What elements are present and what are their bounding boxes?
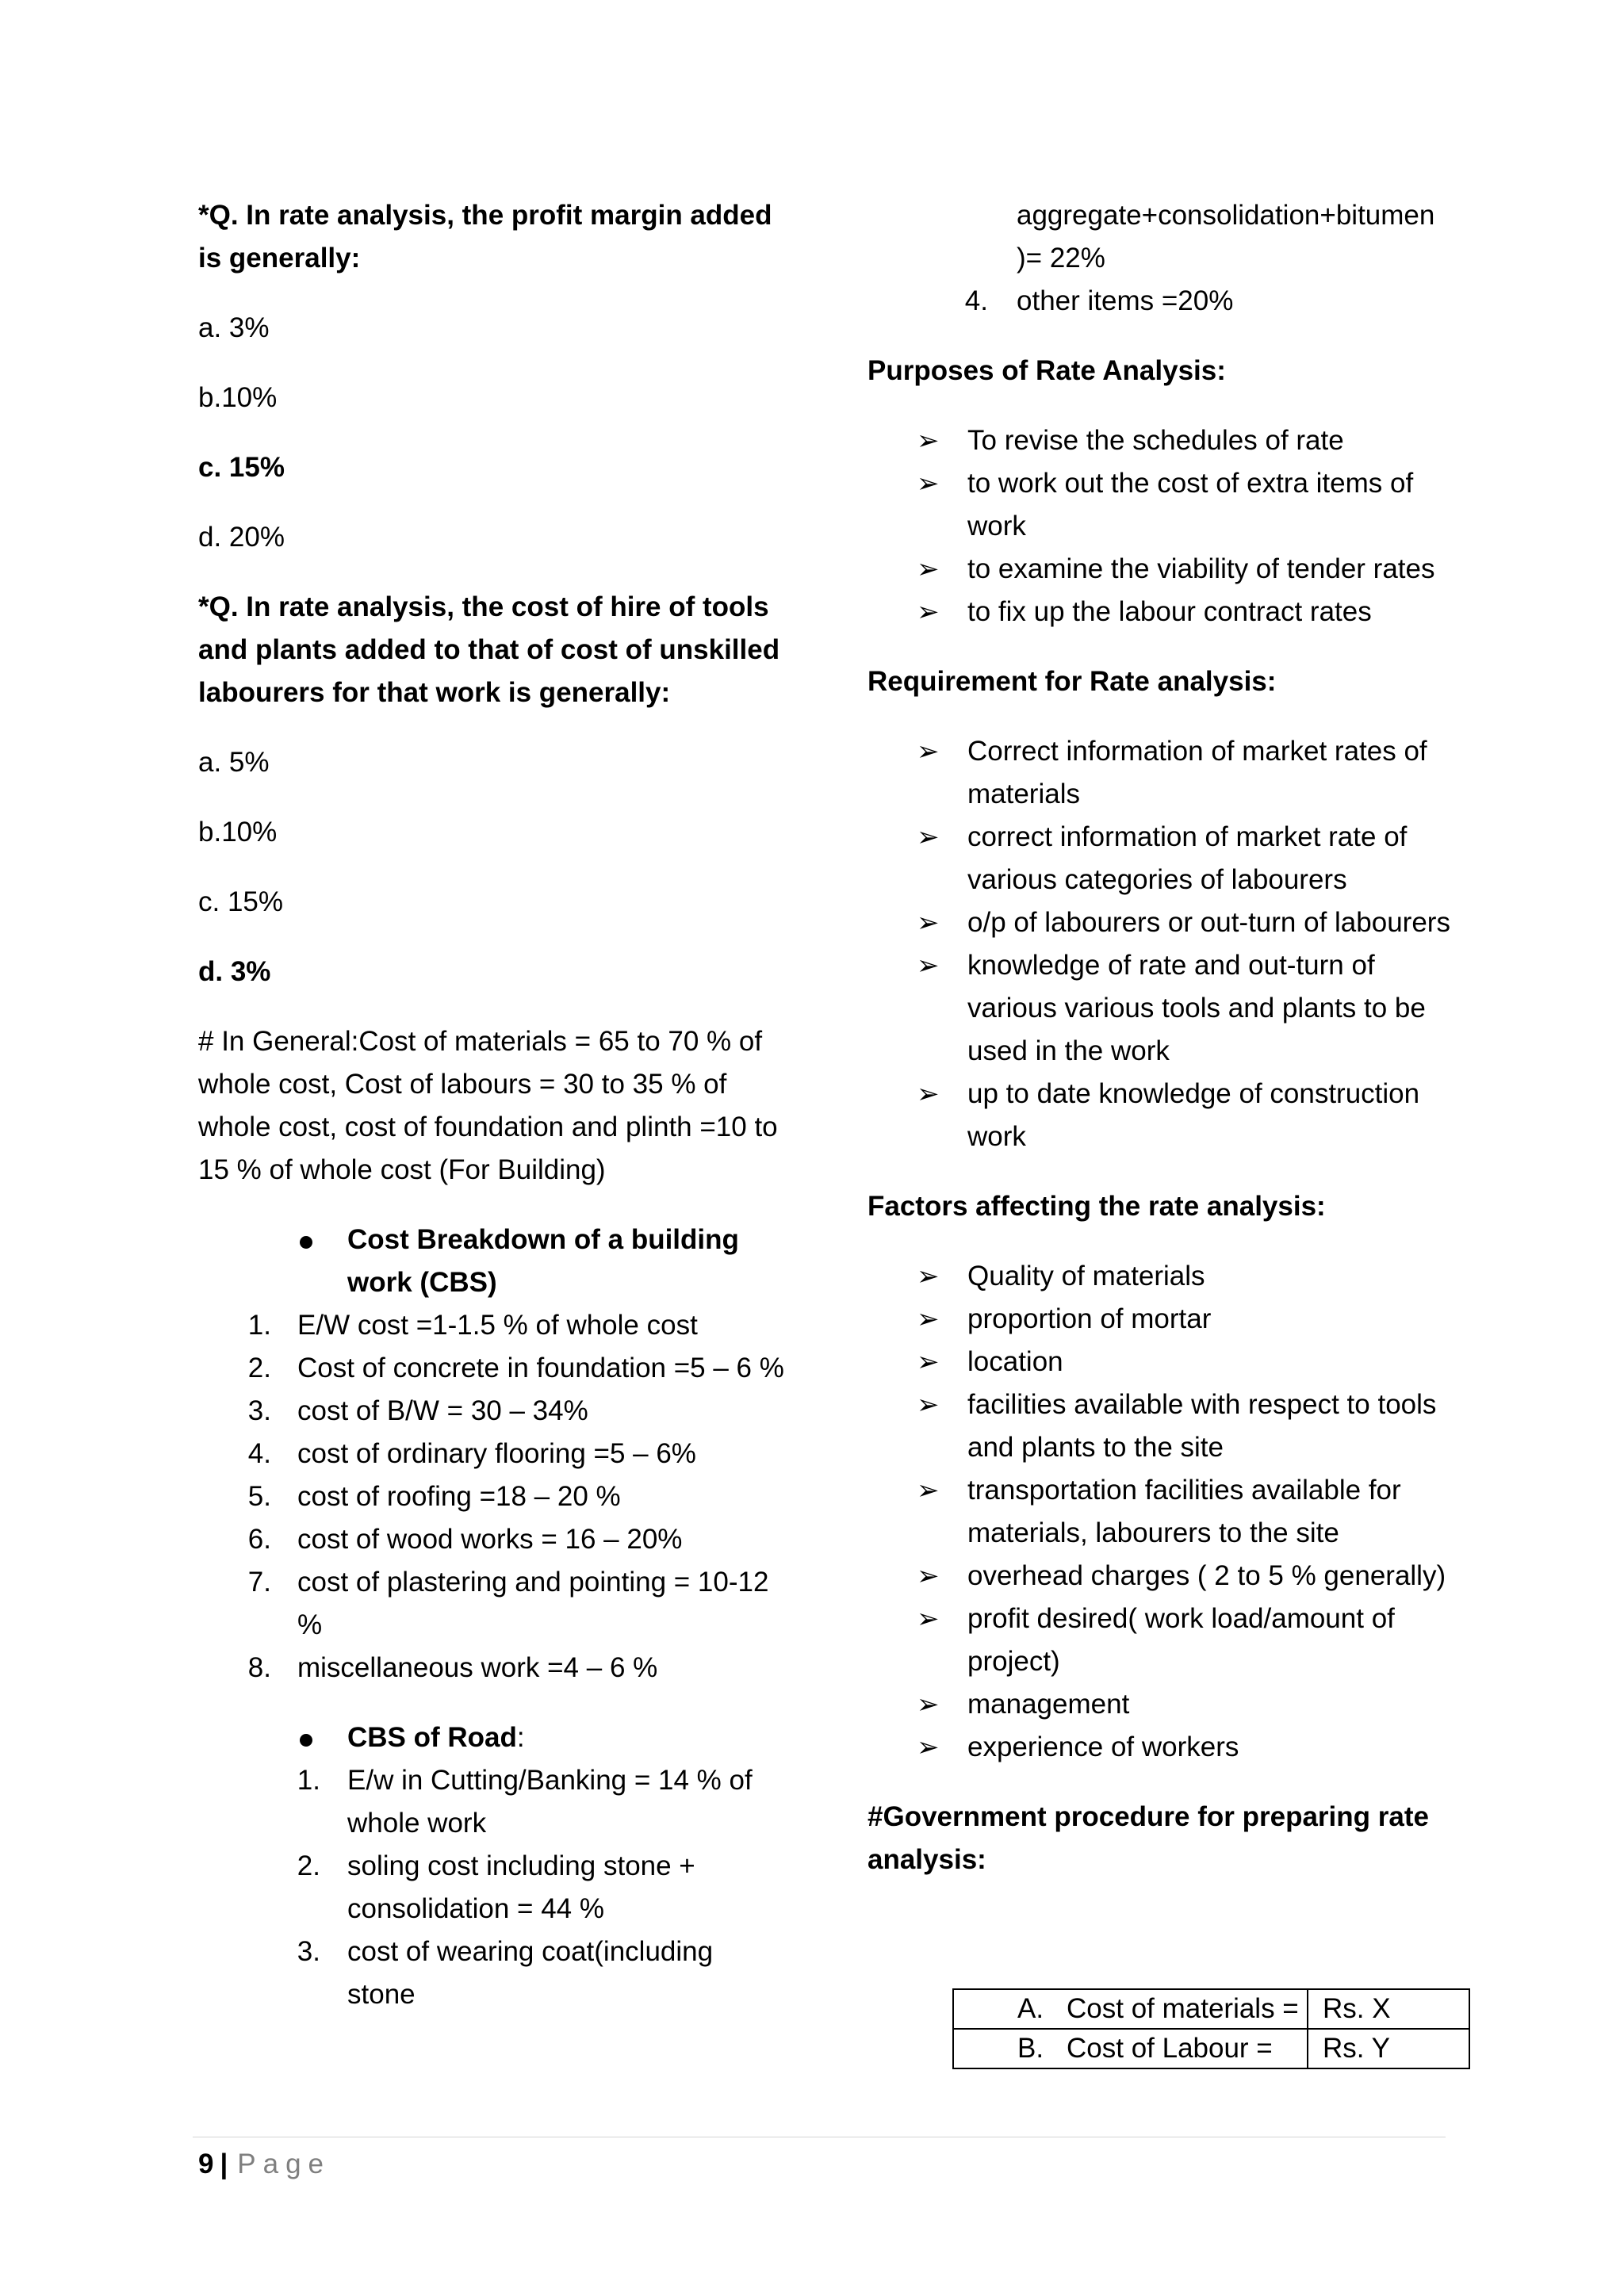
cbs-road-colon: : (516, 1722, 525, 1753)
arrow-bullet-icon: ➢ (917, 1304, 940, 1334)
list-item (868, 591, 1462, 633)
factors-list (868, 1255, 1462, 1769)
list-item (868, 1469, 1462, 1555)
purposes-heading: Purposes of Rate Analysis: (868, 355, 1226, 386)
list-number: 3. (247, 1395, 271, 1426)
list-text: miscellaneous work =4 – 6 % (297, 1652, 658, 1683)
list-item (198, 1561, 785, 1647)
list-item (868, 1683, 1462, 1726)
list-text: o/p of labourers or out-turn of labourers (967, 907, 1450, 938)
requirements-list (868, 730, 1462, 1158)
list-item (198, 1647, 785, 1689)
list-item (868, 944, 1462, 1073)
list-number: 3. (297, 1936, 320, 1967)
list-item (868, 1255, 1462, 1298)
purposes-list (868, 419, 1462, 633)
list-text: cost of ordinary flooring =5 – 6% (297, 1438, 696, 1469)
list-item (868, 280, 1462, 323)
list-number: 5. (247, 1481, 271, 1512)
table-cell-item (953, 2029, 1308, 2068)
arrow-bullet-icon: ➢ (917, 1390, 940, 1420)
table-row-item: Cost of Labour = (1067, 2033, 1273, 2064)
q1-option-b: b.10% (198, 382, 278, 413)
list-item (198, 1518, 785, 1561)
list-number: 1. (247, 1310, 271, 1341)
list-text: transportation facilities available for materials, labourers to the site (967, 1475, 1401, 1548)
list-item (868, 1073, 1462, 1158)
arrow-bullet-icon: ➢ (917, 1561, 940, 1591)
cbs-road-list (198, 1759, 785, 2016)
list-text: to work out the cost of extra items of work (967, 468, 1414, 541)
q1-option-d: d. 20% (198, 522, 285, 553)
list-text: cost of B/W = 30 – 34% (297, 1395, 588, 1426)
arrow-bullet-icon: ➢ (917, 737, 940, 767)
list-item (868, 1598, 1462, 1683)
q2-option-c: c. 15% (198, 886, 283, 917)
arrow-bullet-icon: ➢ (917, 951, 940, 981)
table-row (953, 2029, 1469, 2068)
list-item (868, 901, 1462, 944)
footer-separator: | (220, 2149, 228, 2179)
list-number: 7. (247, 1567, 271, 1598)
table-cell-item (953, 1989, 1308, 2029)
list-number: 2. (247, 1353, 271, 1383)
table-row (953, 1989, 1469, 2029)
right-column (868, 194, 1462, 1908)
list-item (198, 1759, 785, 1845)
list-text: soling cost including stone + consolidation = 44 % (347, 1850, 695, 1924)
table-cell-value: Rs. Y (1308, 2029, 1469, 2068)
arrow-bullet-icon: ➢ (917, 554, 940, 584)
list-item (868, 462, 1462, 548)
cbs-road-continuation: aggregate+consolidation+bitumen )= 22% (1017, 200, 1435, 274)
list-text: facilities available with respect to tools and plants to the site (967, 1389, 1437, 1463)
list-text: location (967, 1346, 1063, 1377)
cbs-road-list-continued (868, 280, 1462, 323)
requirements-heading: Requirement for Rate analysis: (868, 666, 1277, 697)
list-text: E/W cost =1-1.5 % of whole cost (297, 1310, 698, 1341)
list-item (198, 1931, 785, 2016)
bullet-dot-icon (300, 1236, 312, 1249)
table-row-letter: B. (1017, 2033, 1044, 2064)
arrow-bullet-icon: ➢ (917, 822, 940, 852)
list-text: management (967, 1689, 1130, 1720)
left-column (198, 194, 785, 2016)
q2-option-d-answer: d. 3% (198, 956, 271, 987)
arrow-bullet-icon: ➢ (917, 1604, 940, 1634)
list-text: correct information of market rate of various categories of labourers (967, 821, 1408, 895)
list-item (868, 1341, 1462, 1383)
list-item (198, 1433, 785, 1475)
list-number: 6. (247, 1524, 271, 1555)
list-text: to examine the viability of tender rates (967, 553, 1435, 584)
list-text: Cost of concrete in foundation =5 – 6 % (297, 1353, 784, 1383)
arrow-bullet-icon: ➢ (917, 1475, 940, 1506)
list-item (868, 419, 1462, 462)
list-number: 4. (964, 285, 988, 316)
list-item (868, 816, 1462, 901)
list-text: knowledge of rate and out-turn of various various tools and plants to be used in the work (967, 950, 1426, 1066)
list-text: to fix up the labour contract rates (967, 596, 1372, 627)
arrow-bullet-icon: ➢ (917, 469, 940, 499)
govt-procedure-heading: #Government procedure for preparing rate analysis: (868, 1801, 1429, 1875)
question-1: *Q. In rate analysis, the profit margin added is generally: (198, 200, 772, 274)
list-item (868, 730, 1462, 816)
arrow-bullet-icon: ➢ (917, 1261, 940, 1292)
arrow-bullet-icon: ➢ (917, 1347, 940, 1377)
page-number: 9 (198, 2149, 214, 2179)
list-item (868, 548, 1462, 591)
list-number: 8. (247, 1652, 271, 1683)
arrow-bullet-icon: ➢ (917, 426, 940, 456)
arrow-bullet-icon: ➢ (917, 597, 940, 627)
q1-option-c-answer: c. 15% (198, 452, 285, 483)
list-item (198, 1475, 785, 1518)
factors-heading: Factors affecting the rate analysis: (868, 1191, 1326, 1222)
arrow-bullet-icon: ➢ (917, 1689, 940, 1720)
page-label: Page (237, 2149, 331, 2179)
general-note: # In General:Cost of materials = 65 to 70 % of whole cost, Cost of labours = 30 to 35 % of whole cost, cost of foundation and plinth =10 to 15 % of whole cost (For Building) (198, 1026, 778, 1185)
list-item (868, 1383, 1462, 1469)
arrow-bullet-icon: ➢ (917, 1732, 940, 1762)
list-text: profit desired( work load/amount of project) (967, 1603, 1395, 1677)
list-number: 4. (247, 1438, 271, 1469)
cbs-building-heading-item (198, 1219, 785, 1304)
list-text: cost of wearing coat(including stone (347, 1936, 714, 2010)
question-2: *Q. In rate analysis, the cost of hire of tools and plants added to that of cost of unskilled labourers for that work is generally: (198, 591, 780, 708)
list-item (198, 1390, 785, 1433)
list-text: cost of roofing =18 – 20 % (297, 1481, 621, 1512)
q2-option-a: a. 5% (198, 747, 270, 778)
list-text: cost of wood works = 16 – 20% (297, 1524, 683, 1555)
list-item (868, 1726, 1462, 1769)
list-text: proportion of mortar (967, 1303, 1212, 1334)
list-number: 2. (297, 1850, 320, 1881)
cbs-road-heading: CBS of Road (347, 1722, 517, 1753)
list-number: 1. (297, 1765, 320, 1796)
bullet-dot-icon (300, 1734, 312, 1747)
q1-option-a: a. 3% (198, 312, 270, 343)
rate-table (952, 1988, 1470, 2069)
list-text: other items =20% (1017, 285, 1234, 316)
cbs-building-heading: Cost Breakdown of a building work (CBS) (347, 1224, 739, 1298)
list-item (198, 1347, 785, 1390)
table-row-letter: A. (1017, 1993, 1044, 2024)
arrow-bullet-icon: ➢ (917, 908, 940, 938)
arrow-bullet-icon: ➢ (917, 1079, 940, 1109)
q2-option-b: b.10% (198, 817, 278, 848)
list-text: To revise the schedules of rate (967, 425, 1344, 456)
table-cell-value: Rs. X (1308, 1989, 1469, 2029)
cbs-road-heading-item (198, 1716, 785, 1759)
list-text: overhead charges ( 2 to 5 % generally) (967, 1560, 1446, 1591)
list-item (868, 1298, 1462, 1341)
list-item (198, 1845, 785, 1931)
list-text: cost of plastering and pointing = 10-12 % (297, 1567, 769, 1640)
table-row-item: Cost of materials = (1067, 1993, 1299, 2024)
cbs-building-list (198, 1304, 785, 1689)
page-footer (198, 2143, 331, 2186)
list-text: up to date knowledge of construction work (967, 1078, 1420, 1152)
list-item (198, 1304, 785, 1347)
list-text: Quality of materials (967, 1261, 1205, 1292)
list-item (868, 1555, 1462, 1598)
list-text: experience of workers (967, 1732, 1239, 1762)
list-text: E/w in Cutting/Banking = 14 % of whole work (347, 1765, 753, 1839)
list-text: Correct information of market rates of materials (967, 736, 1427, 809)
